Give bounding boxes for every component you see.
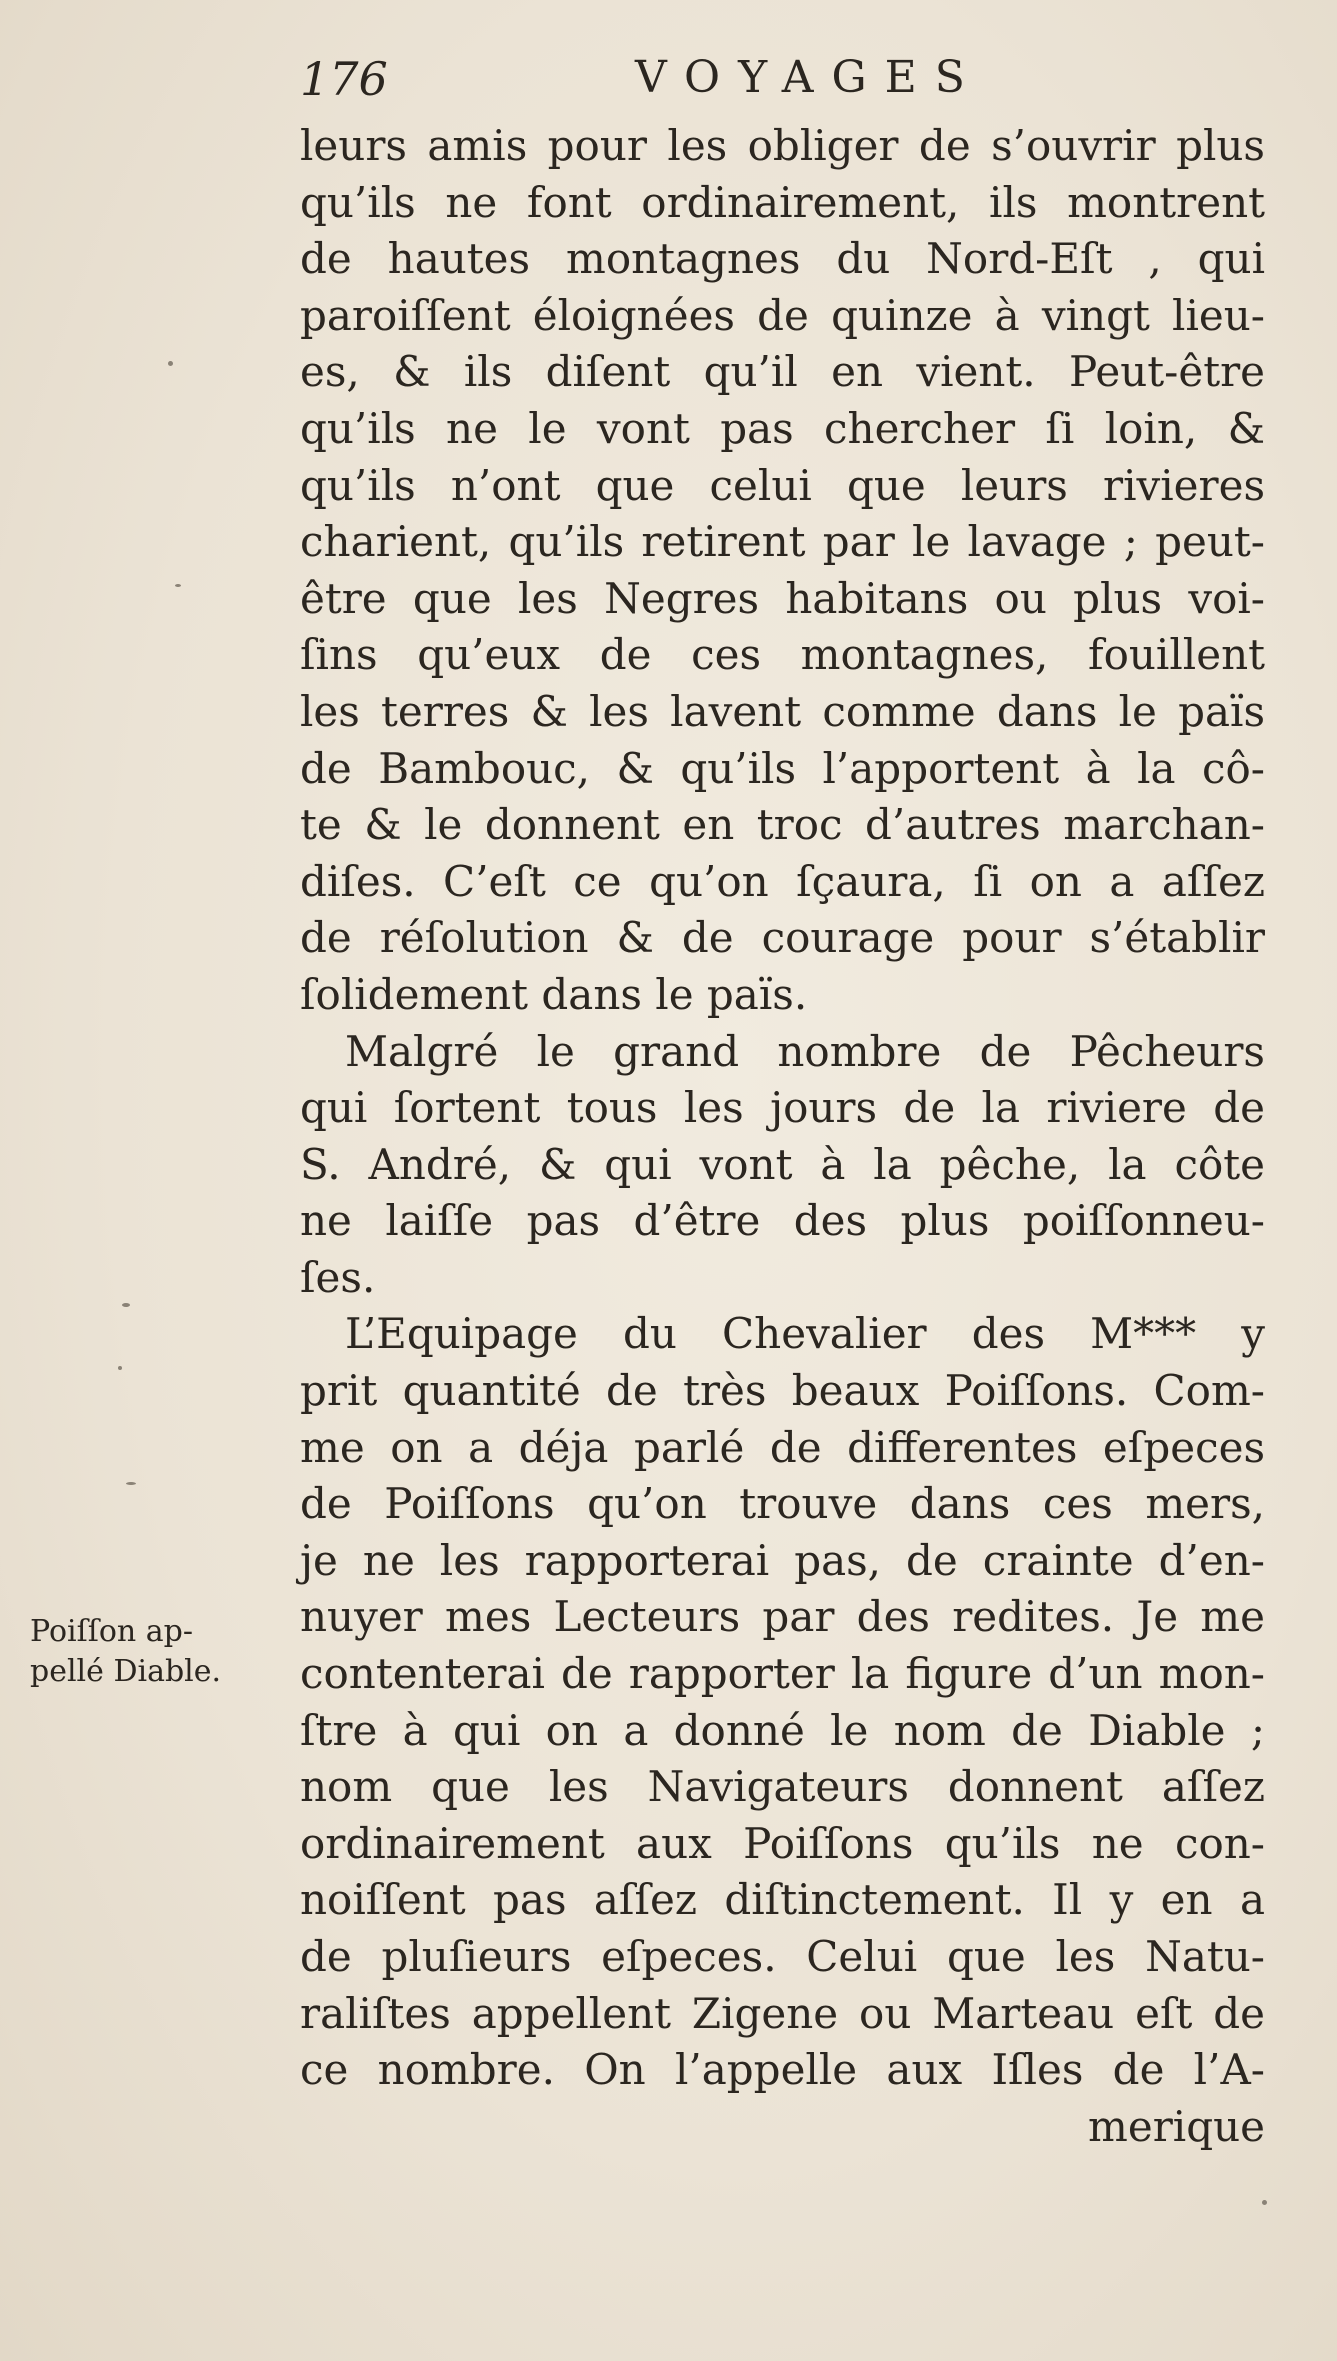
text-line: les terres & les lavent comme dans le païs xyxy=(300,686,1265,736)
text-line: ſins qu’eux de ces montagnes, fouillent xyxy=(300,630,1265,680)
text-line: je ne les rapporterai pas, de crainte d’en- xyxy=(300,1535,1265,1585)
text-line: prit quantité de très beaux Poiſſons. Com- xyxy=(300,1366,1265,1416)
body-text xyxy=(300,118,1265,2155)
ink-speck xyxy=(1262,2200,1267,2205)
text-line: qu’ils n’ont que celui que leurs rivieres xyxy=(300,460,1265,510)
text-line: de hautes montagnes du Nord-Eſt , qui xyxy=(300,234,1265,284)
text-line: être que les Negres habitans ou plus voi- xyxy=(300,573,1265,623)
ink-speck xyxy=(122,1303,130,1307)
text-line: de Poiſſons qu’on trouve dans ces mers, xyxy=(300,1479,1265,1529)
text-line: ſolidement dans le païs. xyxy=(300,969,808,1019)
text-line: me on a déja parlé de differentes eſpeces xyxy=(300,1422,1265,1472)
catchword: merique xyxy=(1088,2101,1265,2151)
text-line: de pluſieurs eſpeces. Celui que les Natu- xyxy=(300,1932,1265,1981)
ink-speck xyxy=(168,361,173,366)
text-line: S. André, & qui vont à la pêche, la côte xyxy=(300,1139,1265,1189)
text-line: nuyer mes Lecteurs par des redites. Je me xyxy=(300,1592,1265,1642)
text-line: qu’ils ne le vont pas chercher ſi loin, & xyxy=(300,403,1265,453)
page-number: 176 xyxy=(300,52,388,106)
text-line: ne laiſſe pas d’être des plus poiſſonneu- xyxy=(300,1196,1265,1246)
text-line: ordinairement aux Poiſſons qu’ils ne con- xyxy=(300,1818,1265,1868)
text-line: qui ſortent tous les jours de la riviere de xyxy=(300,1083,1265,1133)
text-line: ſtre à qui on a donné le nom de Diable ; xyxy=(300,1705,1265,1755)
text-line: ce nombre. On l’appelle aux Iſles de l’A- xyxy=(300,2045,1265,2095)
text-line: de réſolution & de courage pour s’établir xyxy=(300,913,1265,963)
text-line: leurs amis pour les obliger de s’ouvrir plus xyxy=(300,121,1265,170)
margin-note xyxy=(30,1612,295,1692)
ink-speck xyxy=(175,584,181,587)
text-line: noiſſent pas aſſez diſtinctement. Il y en a xyxy=(300,1875,1265,1925)
margin-note-line: Poiſſon ap- xyxy=(30,1614,193,1649)
text-line: charient, qu’ils retirent par le lavage ; peut- xyxy=(300,517,1265,567)
ink-speck xyxy=(118,1366,122,1370)
ink-speck xyxy=(126,1482,136,1485)
text-line: nom que les Navigateurs donnent aſſez xyxy=(300,1762,1265,1812)
text-line: qu’ils ne font ordinairement, ils montrent xyxy=(300,177,1265,227)
text-line: de Bambouc, & qu’ils l’apportent à la cô- xyxy=(300,743,1265,793)
text-line: diſes. C’eſt ce qu’on ſçaura, ſi on a aſſez xyxy=(300,856,1265,906)
text-line: ſes. xyxy=(300,1252,376,1302)
paragraph-start-line: L’Equipage du Chevalier des M*** y xyxy=(345,1309,1265,1359)
margin-note-line: pellé Diable. xyxy=(30,1654,222,1689)
text-line: raliſtes appellent Zigene ou Marteau eſt de xyxy=(300,1988,1265,2038)
text-line: es, & ils diſent qu’il en vient. Peut-être xyxy=(300,347,1265,397)
text-line: paroiſſent éloignées de quinze à vingt lieu- xyxy=(300,290,1265,340)
text-line: contenterai de rapporter la figure d’un mon- xyxy=(300,1649,1265,1699)
text-line: te & le donnent en troc d’autres marchan- xyxy=(300,800,1265,850)
paragraph-start-line: Malgré le grand nombre de Pêcheurs xyxy=(345,1026,1265,1076)
running-title: VOYAGES xyxy=(635,52,983,103)
